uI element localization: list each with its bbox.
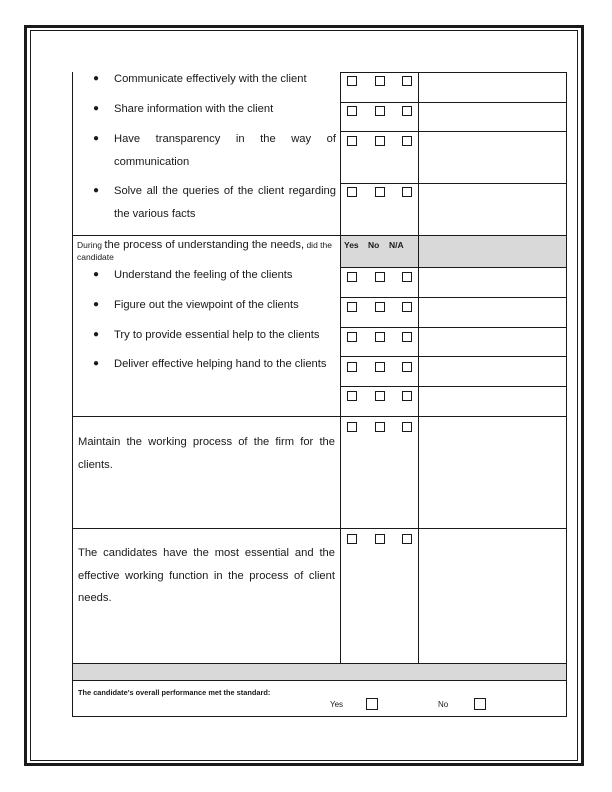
checkbox-yes[interactable] xyxy=(347,422,357,432)
list-item: Figure out the viewpoint of the clients xyxy=(114,299,299,311)
checkbox-na[interactable] xyxy=(402,534,412,544)
row-line xyxy=(340,267,567,268)
statement-essential-function: The candidates have the most essential and the effective working function in the process of client needs. xyxy=(78,547,335,604)
intro-suffix: did the candidate xyxy=(77,240,332,262)
section-line xyxy=(72,528,567,529)
row-line xyxy=(340,102,567,103)
list-item: Have transparency in the way of communication xyxy=(114,133,336,168)
section-line xyxy=(72,663,567,664)
checkbox-no[interactable] xyxy=(375,187,385,197)
summary-bar-shade xyxy=(72,663,567,681)
list-item: Try to provide essential help to the clients xyxy=(114,329,320,341)
checkbox-no[interactable] xyxy=(375,136,385,146)
checkbox-yes[interactable] xyxy=(347,187,357,197)
checkbox-yes[interactable] xyxy=(347,136,357,146)
column-header-na: N/A xyxy=(389,240,404,250)
checkbox-yes[interactable] xyxy=(347,362,357,372)
checkbox-no[interactable] xyxy=(375,332,385,342)
checkbox-na[interactable] xyxy=(402,136,412,146)
bullet-icon: ● xyxy=(93,103,100,114)
checkbox-na[interactable] xyxy=(402,332,412,342)
checkbox-na[interactable] xyxy=(402,76,412,86)
checkbox-na[interactable] xyxy=(402,272,412,282)
overall-yes-label: Yes xyxy=(330,700,344,709)
row-line xyxy=(340,72,567,73)
statement-maintain-process: Maintain the working process of the firm for the clients. xyxy=(78,436,335,471)
checkbox-no[interactable] xyxy=(375,391,385,401)
checkbox-no[interactable] xyxy=(375,362,385,372)
list-item: Understand the feeling of the clients xyxy=(114,269,293,281)
bullet-icon: ● xyxy=(93,329,100,340)
overall-no-label: No xyxy=(438,700,449,709)
section-line xyxy=(72,235,567,236)
row-line xyxy=(340,327,567,328)
bullet-icon: ● xyxy=(93,269,100,280)
table-left-border xyxy=(72,72,73,717)
column-header-no: No xyxy=(368,240,380,250)
intro-main: the process of understanding the needs, xyxy=(104,239,305,251)
row-line xyxy=(340,386,567,387)
column-divider-1 xyxy=(340,72,341,663)
overall-yes-checkbox[interactable] xyxy=(366,698,378,710)
checkbox-no[interactable] xyxy=(375,272,385,282)
checkbox-no[interactable] xyxy=(375,302,385,312)
list-item: Solve all the queries of the client regarding the various facts xyxy=(114,185,336,220)
checkbox-yes[interactable] xyxy=(347,332,357,342)
checkbox-na[interactable] xyxy=(402,362,412,372)
list-item: Communicate effectively with the client xyxy=(114,73,307,85)
bullet-icon: ● xyxy=(93,133,100,144)
bullet-icon: ● xyxy=(93,299,100,310)
section-line xyxy=(72,680,567,681)
table-bottom-border xyxy=(72,716,567,717)
section-line xyxy=(72,416,567,417)
checkbox-na[interactable] xyxy=(402,422,412,432)
checkbox-yes[interactable] xyxy=(347,106,357,116)
checkbox-no[interactable] xyxy=(375,76,385,86)
checkbox-na[interactable] xyxy=(402,302,412,312)
bullet-icon: ● xyxy=(93,185,100,196)
column-divider-2 xyxy=(418,72,419,663)
section-intro xyxy=(77,239,339,263)
table-right-border xyxy=(566,72,567,717)
row-line xyxy=(340,356,567,357)
checkbox-yes[interactable] xyxy=(347,272,357,282)
list-item: Share information with the client xyxy=(114,103,274,115)
checkbox-no[interactable] xyxy=(375,422,385,432)
checkbox-na[interactable] xyxy=(402,106,412,116)
intro-prefix: During xyxy=(77,240,103,250)
bullet-icon: ● xyxy=(93,73,100,84)
bullet-icon: ● xyxy=(93,358,100,369)
checkbox-na[interactable] xyxy=(402,187,412,197)
row-line xyxy=(340,183,567,184)
checkbox-yes[interactable] xyxy=(347,391,357,401)
row-line xyxy=(340,297,567,298)
overall-performance-label: The candidate's overall performance met the standard: xyxy=(78,688,271,697)
checkbox-yes[interactable] xyxy=(347,534,357,544)
checkbox-no[interactable] xyxy=(375,534,385,544)
list-item: Deliver effective helping hand to the clients xyxy=(114,358,327,370)
checkbox-yes[interactable] xyxy=(347,302,357,312)
overall-no-checkbox[interactable] xyxy=(474,698,486,710)
checkbox-yes[interactable] xyxy=(347,76,357,86)
row-line xyxy=(340,131,567,132)
checkbox-no[interactable] xyxy=(375,106,385,116)
checkbox-na[interactable] xyxy=(402,391,412,401)
column-header-yes: Yes xyxy=(344,240,359,250)
